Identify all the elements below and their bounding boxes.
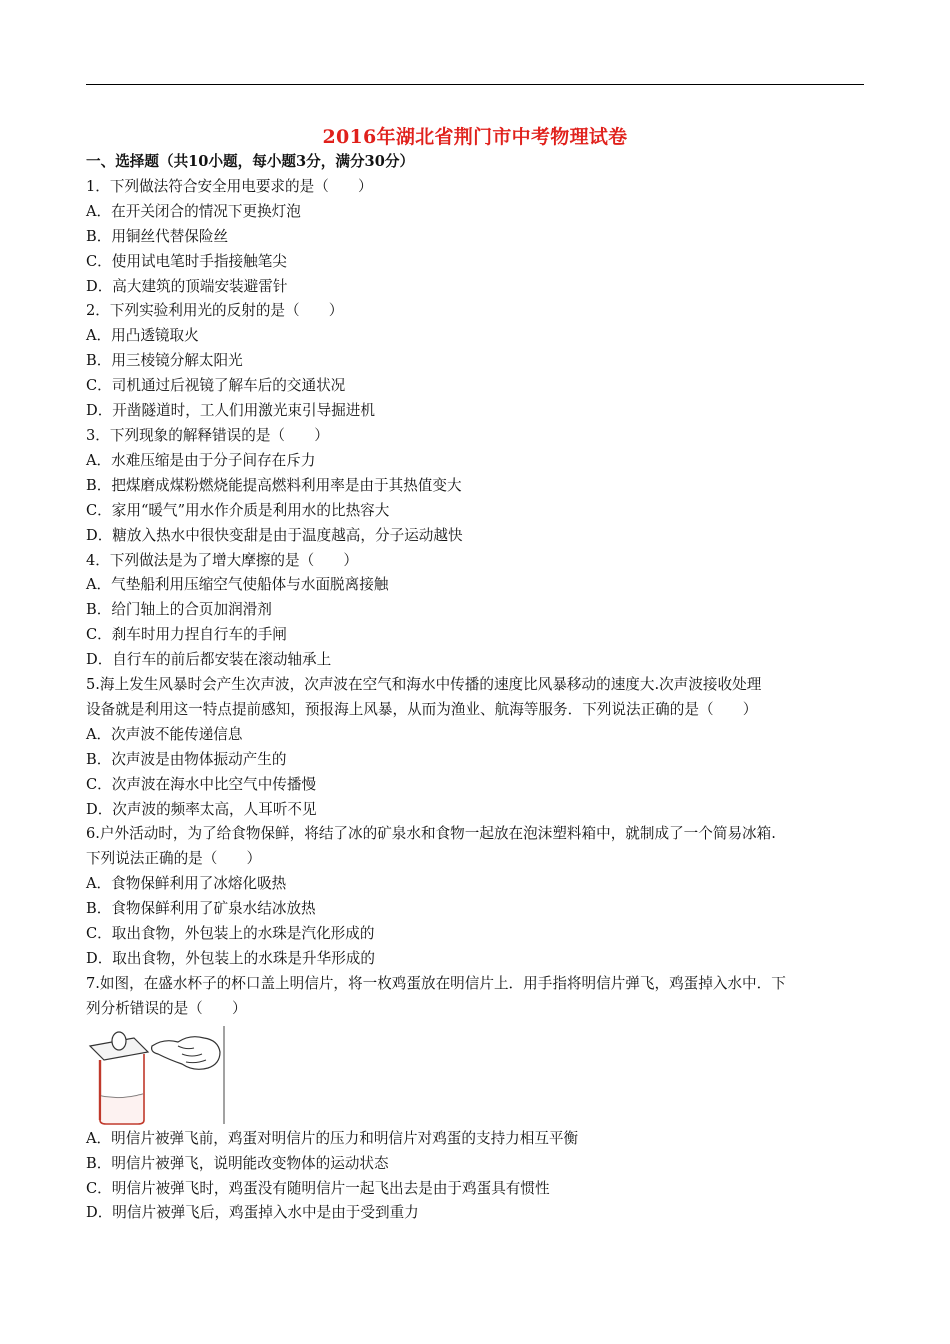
option-c: C．取出食物，外包装上的水珠是汽化形成的 [86,925,375,943]
option-d: D．取出食物，外包装上的水珠是升华形成的 [86,950,375,967]
question-stem: 3．下列现象的解释错误的是（ ） [86,426,329,444]
option-b: B．食物保鲜利用了矿泉水结冰放热 [86,900,316,918]
option-b: B．给门轴上的合页加润滑剂 [86,601,272,619]
option-c: C．家用“暖气”用水作介质是利用水的比热容大 [86,501,390,519]
question-stem-line-1: 6.户外活动时，为了给食物保鲜，将结了冰的矿泉水和食物一起放在泡沫塑料箱中，就制成了一个简易冰箱. [86,825,776,843]
option-b: B．明信片被弹飞，说明能改变物体的运动状态 [86,1154,389,1172]
option-d: D．高大建筑的顶端安装避雷针 [86,277,288,295]
question-3 [86,424,866,549]
question-1 [86,175,866,300]
option-a: A．明信片被弹飞前，鸡蛋对明信片的压力和明信片对鸡蛋的支持力相互平衡 [86,1129,579,1147]
question-stem-line-1: 5.海上发生风暴时会产生次声波，次声波在空气和海水中传播的速度比风暴移动的速度大.次声波接收处理 [86,676,762,694]
option-b: B．用铜丝代替保险丝 [86,227,229,245]
option-d: D．糖放入热水中很快变甜是由于温度越高，分子运动越快 [86,526,463,544]
option-d: D．自行车的前后都安装在滚动轴承上 [86,651,332,669]
question-stem: 2．下列实验利用光的反射的是（ ） [86,302,344,320]
question-7 [86,972,866,1226]
option-b: B．次声波是由物体振动产生的 [86,750,287,768]
option-c: C．使用试电笔时手指接触笔尖 [86,252,287,270]
option-a: A．食物保鲜利用了冰熔化吸热 [86,875,287,893]
option-a: A．在开关闭合的情况下更换灯泡 [86,202,301,220]
option-d: D．开凿隧道时，工人们用激光束引导掘进机 [86,402,375,420]
question-4 [86,549,866,674]
figure-drawing [86,1024,236,1127]
option-c: C．次声波在海水中比空气中传播慢 [86,775,317,793]
question-5 [86,673,866,822]
option-b: B．把煤磨成煤粉燃烧能提高燃料利用率是由于其热值变大 [86,476,462,494]
option-a: A．气垫船利用压缩空气使船体与水面脱离接触 [86,576,389,594]
section-heading: 一、选择题（共10小题，每小题3分，满分30分） [86,153,415,170]
option-c: C．刹车时用力捏自行车的手闸 [86,626,287,644]
option-a: A．用凸透镜取火 [86,327,199,345]
page-title: 2016年湖北省荆门市中考物理试卷 [322,126,628,148]
option-c: C．司机通过后视镜了解车后的交通状况 [86,377,346,395]
question-6 [86,822,866,971]
question-stem-line-2: 下列说法正确的是（ ） [86,850,262,868]
exam-content [86,150,866,1226]
option-d: D．明信片被弹飞后，鸡蛋掉入水中是由于受到重力 [86,1204,419,1222]
question-stem-line-2: 列分析错误的是（ ） [86,999,247,1017]
option-a: A．次声波不能传递信息 [86,725,243,743]
header-rule [86,84,864,85]
question-stem-line-1: 7.如图，在盛水杯子的杯口盖上明信片，将一枚鸡蛋放在明信片上．用手指将明信片弹飞，鸡蛋掉入水中．下 [86,974,786,992]
question-2 [86,299,866,424]
question-stem-line-2: 设备就是利用这一特点提前感知，预报海上风暴，从而为渔业、航海等服务．下列说法正确的是（ ） [86,700,758,718]
option-b: B．用三棱镜分解太阳光 [86,352,243,370]
option-a: A．水难压缩是由于分子间存在斥力 [86,451,316,469]
option-c: C．明信片被弹飞时，鸡蛋没有随明信片一起飞出去是由于鸡蛋具有惯性 [86,1179,550,1197]
question-stem: 4．下列做法是为了增大摩擦的是（ ） [86,551,358,569]
option-d: D．次声波的频率太高，人耳听不见 [86,800,317,818]
question-stem: 1．下列做法符合安全用电要求的是（ ） [86,177,373,195]
egg-card-cup-figure [86,1024,236,1127]
